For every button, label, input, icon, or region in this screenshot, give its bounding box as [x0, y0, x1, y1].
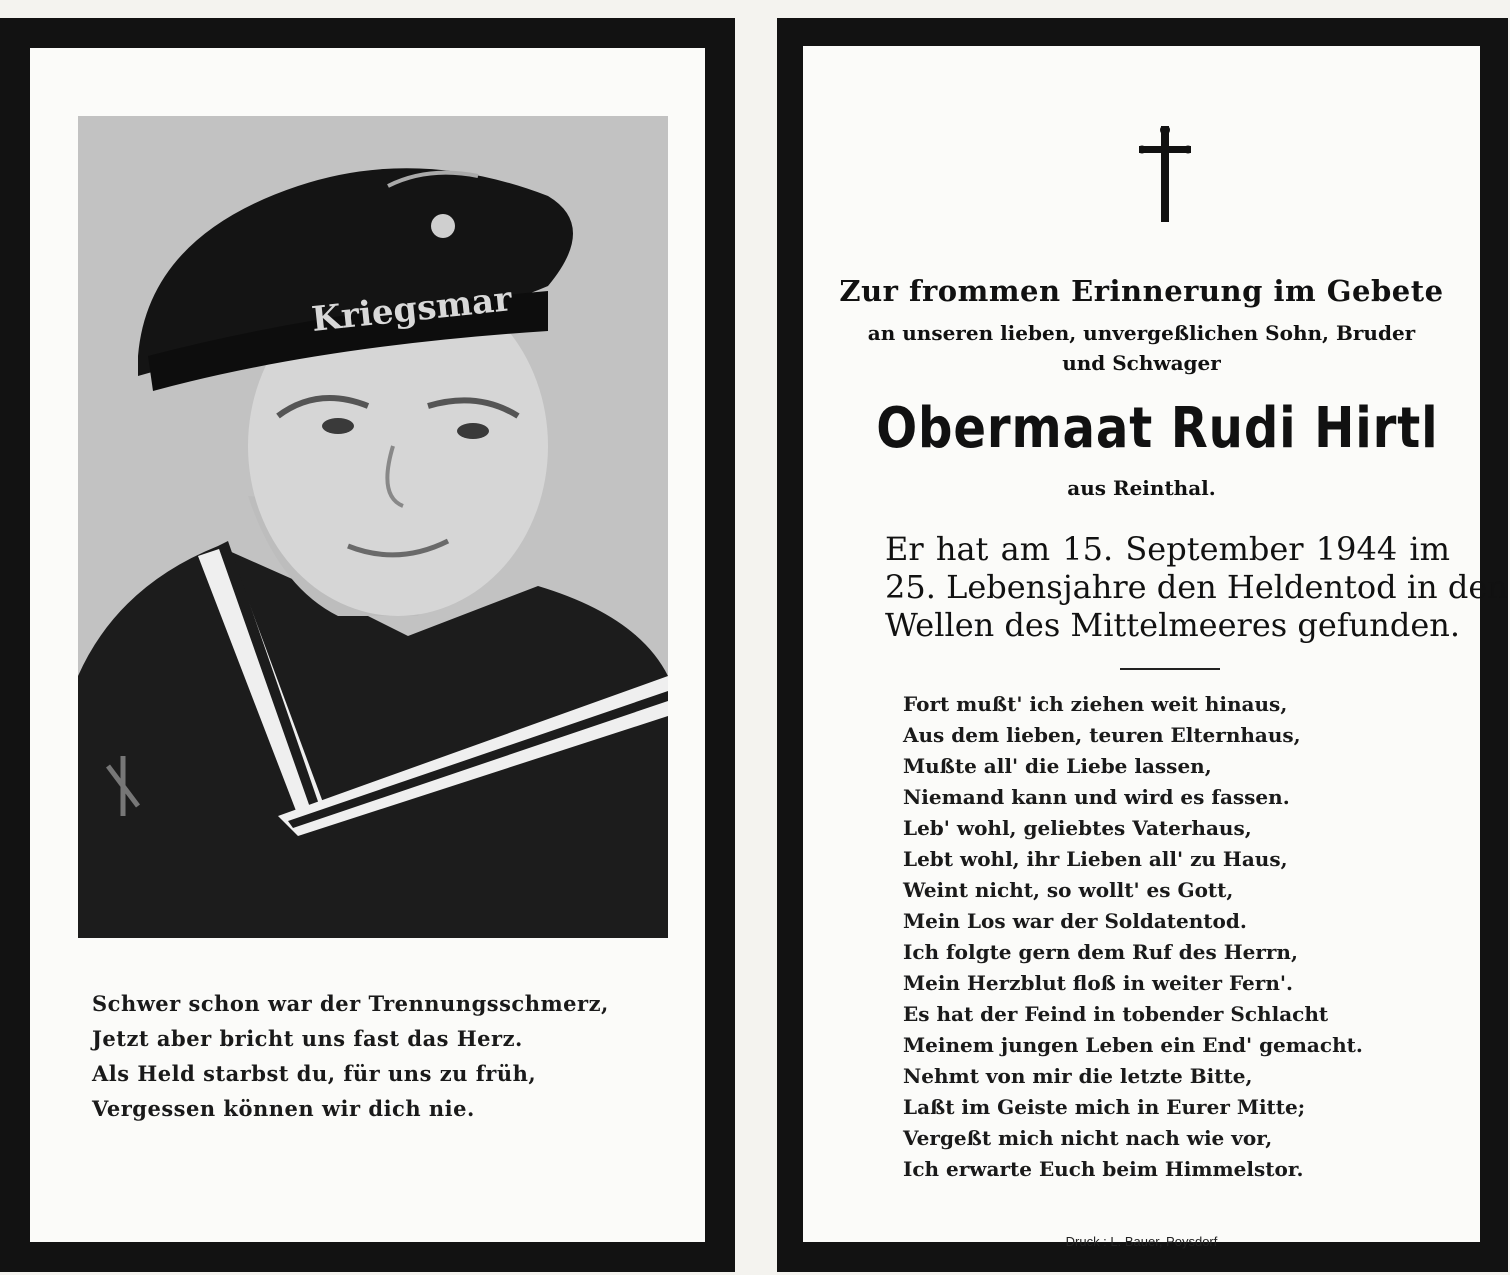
- cap-band-text: Kriegsmar: [309, 279, 514, 340]
- deceased-origin: aus Reinthal.: [1067, 476, 1216, 500]
- right-poem-line: Ich erwarte Euch beim Himmelstor.: [903, 1157, 1304, 1181]
- death-statement: [885, 530, 1508, 644]
- cross-icon: [1139, 126, 1191, 222]
- right-poem-line: Es hat der Feind in tobender Schlacht: [903, 1002, 1329, 1026]
- right-poem-line: Mußte all' die Liebe lassen,: [903, 754, 1212, 778]
- right-poem-line: Niemand kann und wird es fassen.: [903, 785, 1290, 809]
- sailor-portrait-photo: [78, 116, 668, 938]
- card-right-inner: [803, 46, 1508, 1249]
- right-poem-line: Mein Los war der Soldatentod.: [903, 909, 1247, 933]
- card-left-inner: [30, 48, 705, 1242]
- left-poem-line: Vergessen können wir dich nie.: [92, 1096, 475, 1121]
- right-poem-line: Aus dem lieben, teuren Elternhaus,: [903, 723, 1301, 747]
- statement-line: Wellen des Mittelmeeres gefunden.: [885, 606, 1461, 644]
- left-poem: [92, 986, 632, 1126]
- subheading-line: an unseren lieben, unvergeßlichen Sohn, Bruder: [867, 321, 1416, 345]
- right-poem: [903, 689, 1443, 1185]
- right-poem-line: Ich folgte gern dem Ruf des Herrn,: [903, 940, 1298, 964]
- portrait-illustration: [78, 116, 668, 938]
- deceased-name: Obermaat Rudi Hirtl: [876, 396, 1439, 461]
- statement-line: 25. Lebensjahre den Heldentod in den: [885, 568, 1508, 606]
- left-poem-line: Als Held starbst du, für uns zu früh,: [92, 1061, 537, 1086]
- memorial-heading: Zur frommen Erinnerung im Gebete: [839, 274, 1444, 308]
- statement-line: Er hat am 15. September 1944 im: [885, 530, 1450, 568]
- right-poem-line: Meinem jungen Leben ein End' gemacht.: [903, 1033, 1363, 1057]
- divider-rule: [1120, 668, 1220, 670]
- printer-imprint: Druck : L. Bauer, Poysdorf: [1065, 1234, 1218, 1249]
- memorial-subheading: [833, 318, 1450, 378]
- right-poem-line: Nehmt von mir die letzte Bitte,: [903, 1064, 1253, 1088]
- right-poem-line: Vergeßt mich nicht nach wie vor,: [903, 1126, 1273, 1150]
- subheading-line: und Schwager: [1062, 351, 1221, 375]
- right-poem-line: Laßt im Geiste mich in Eurer Mitte;: [903, 1095, 1306, 1119]
- right-poem-line: Lebt wohl, ihr Lieben all' zu Haus,: [903, 847, 1288, 871]
- right-poem-line: Leb' wohl, geliebtes Vaterhaus,: [903, 816, 1252, 840]
- right-poem-line: Weint nicht, so wollt' es Gott,: [903, 878, 1234, 902]
- left-poem-line: Jetzt aber bricht uns fast das Herz.: [92, 1026, 523, 1051]
- left-poem-line: Schwer schon war der Trennungsschmerz,: [92, 991, 609, 1016]
- right-poem-line: Fort mußt' ich ziehen weit hinaus,: [903, 692, 1288, 716]
- memorial-card-left: [0, 18, 735, 1272]
- memorial-card-right: [777, 18, 1508, 1272]
- right-poem-line: Mein Herzblut floß in weiter Fern'.: [903, 971, 1293, 995]
